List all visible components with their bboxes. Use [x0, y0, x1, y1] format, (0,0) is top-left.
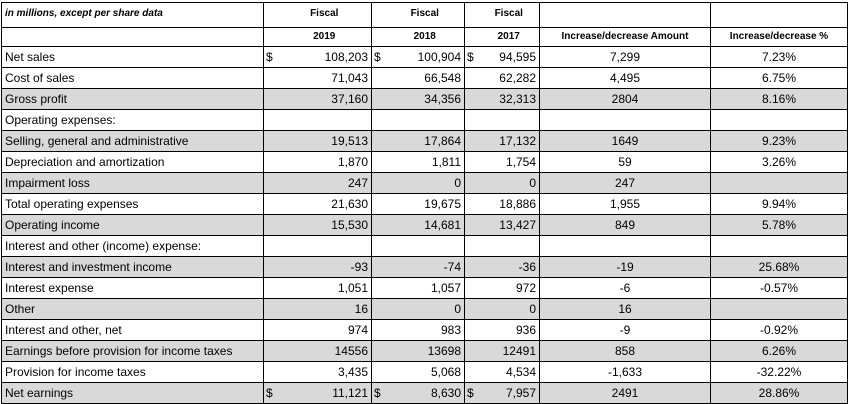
dollar-sign-2019: [264, 131, 278, 152]
dollar-sign-2018: [372, 173, 386, 194]
value-2019: 15,530: [278, 215, 372, 236]
dollar-sign-2018: [372, 152, 386, 173]
dollar-sign-2017: [465, 341, 479, 362]
change-amount: [540, 110, 711, 131]
dollar-sign-2018: [372, 278, 386, 299]
dollar-sign-2019: [264, 320, 278, 341]
dollar-sign-2017: [465, 362, 479, 383]
row-label: Cost of sales: [2, 68, 264, 89]
value-2018: 0: [386, 173, 465, 194]
dollar-sign-2019: $: [264, 47, 278, 68]
year-2019: 2019: [278, 28, 372, 47]
fiscal-label-2018: Fiscal: [386, 3, 465, 28]
dollar-sign-2018: [372, 257, 386, 278]
change-amount: 4,495: [540, 68, 711, 89]
value-2019: 14556: [278, 341, 372, 362]
value-2019: 21,630: [278, 194, 372, 215]
value-2018: 19,675: [386, 194, 465, 215]
dollar-sign-2017: [465, 152, 479, 173]
dollar-sign-2019: $: [264, 383, 278, 404]
change-pct: 7.23%: [711, 47, 848, 68]
change-amount: -9: [540, 320, 711, 341]
table-row: [2, 320, 848, 341]
table-row: [2, 89, 848, 110]
row-label: Earnings before provision for income taxes: [2, 341, 264, 362]
dollar-sign-2017: [465, 299, 479, 320]
value-2018: 100,904: [386, 47, 465, 68]
table-row: [2, 278, 848, 299]
dollar-sign-2018: $: [372, 383, 386, 404]
value-2017: 1,754: [479, 152, 540, 173]
dollar-sign-2019: [264, 68, 278, 89]
dollar-sign-2018: [372, 110, 386, 131]
change-pct: 9.23%: [711, 131, 848, 152]
table-row: [2, 131, 848, 152]
dollar-sign-2017: [465, 236, 479, 257]
row-label: Depreciation and amortization: [2, 152, 264, 173]
fiscal-label-2017: Fiscal: [479, 3, 540, 28]
value-2019: [278, 110, 372, 131]
value-2018: 1,057: [386, 278, 465, 299]
change-pct: [711, 110, 848, 131]
table-row: [2, 110, 848, 131]
value-2018: 983: [386, 320, 465, 341]
table-row: [2, 47, 848, 68]
change-amount: 59: [540, 152, 711, 173]
value-2019: 108,203: [278, 47, 372, 68]
dollar-sign-2017: [465, 89, 479, 110]
table-row: [2, 257, 848, 278]
year-2017: 2017: [479, 28, 540, 47]
value-2017: 18,886: [479, 194, 540, 215]
value-2017: 13,427: [479, 215, 540, 236]
value-2017: 4,534: [479, 362, 540, 383]
value-2017: 62,282: [479, 68, 540, 89]
value-2018: 34,356: [386, 89, 465, 110]
row-label: Interest expense: [2, 278, 264, 299]
dollar-sign-2018: [372, 131, 386, 152]
dollar-sign-2018: [372, 68, 386, 89]
row-label: Operating income: [2, 215, 264, 236]
value-2019: 37,160: [278, 89, 372, 110]
value-2017: [479, 110, 540, 131]
dollar-sign-2018: [372, 299, 386, 320]
change-amount-header: Increase/decrease Amount: [540, 28, 711, 47]
change-pct: 6.26%: [711, 341, 848, 362]
year-2018: 2018: [386, 28, 465, 47]
dollar-sign-2017: $: [465, 383, 479, 404]
value-2018: -74: [386, 257, 465, 278]
row-label: Interest and investment income: [2, 257, 264, 278]
table-row: [2, 236, 848, 257]
row-label: Selling, general and administrative: [2, 131, 264, 152]
change-pct: [711, 299, 848, 320]
value-2019: 247: [278, 173, 372, 194]
change-amount: 1,955: [540, 194, 711, 215]
dollar-sign-2018: [372, 89, 386, 110]
value-2019: 19,513: [278, 131, 372, 152]
change-pct: 28.86%: [711, 383, 848, 404]
header-row-fiscal: [2, 3, 848, 28]
value-2018: 0: [386, 299, 465, 320]
value-2018: 1,811: [386, 152, 465, 173]
row-label: Operating expenses:: [2, 110, 264, 131]
dollar-sign-2018: [372, 194, 386, 215]
row-label: Other: [2, 299, 264, 320]
change-pct: 6.75%: [711, 68, 848, 89]
change-pct-header: Increase/decrease %: [711, 28, 848, 47]
table-row: [2, 215, 848, 236]
value-2019: 1,870: [278, 152, 372, 173]
change-pct: 9.94%: [711, 194, 848, 215]
row-label: Total operating expenses: [2, 194, 264, 215]
change-amount: -19: [540, 257, 711, 278]
change-amount: [540, 236, 711, 257]
table-row: [2, 68, 848, 89]
row-label: Gross profit: [2, 89, 264, 110]
dollar-sign-2017: $: [465, 47, 479, 68]
table-row: [2, 383, 848, 404]
change-pct: 3.26%: [711, 152, 848, 173]
table-row: [2, 194, 848, 215]
table-row: [2, 341, 848, 362]
value-2017: 7,957: [479, 383, 540, 404]
fiscal-label-2019: Fiscal: [278, 3, 372, 28]
dollar-sign-2019: [264, 173, 278, 194]
value-2017: 12491: [479, 341, 540, 362]
dollar-sign-2017: [465, 110, 479, 131]
dollar-sign-2019: [264, 152, 278, 173]
dollar-sign-2019: [264, 362, 278, 383]
dollar-sign-2017: [465, 173, 479, 194]
value-2018: 5,068: [386, 362, 465, 383]
change-pct: 8.16%: [711, 89, 848, 110]
value-2019: 71,043: [278, 68, 372, 89]
value-2019: 1,051: [278, 278, 372, 299]
value-2017: 17,132: [479, 131, 540, 152]
dollar-sign-2017: [465, 68, 479, 89]
dollar-sign-2019: [264, 278, 278, 299]
dollar-sign-2019: [264, 257, 278, 278]
dollar-sign-2019: [264, 236, 278, 257]
change-amount: 1649: [540, 131, 711, 152]
change-pct: -0.92%: [711, 320, 848, 341]
dollar-sign-2019: [264, 89, 278, 110]
change-amount: -1,633: [540, 362, 711, 383]
change-pct: [711, 236, 848, 257]
value-2017: 0: [479, 173, 540, 194]
dollar-sign-2018: [372, 215, 386, 236]
table-row: [2, 173, 848, 194]
value-2017: 32,313: [479, 89, 540, 110]
change-amount: 7,299: [540, 47, 711, 68]
value-2017: 94,595: [479, 47, 540, 68]
header-row-years: [2, 28, 848, 47]
dollar-sign-2018: [372, 320, 386, 341]
dollar-sign-2017: [465, 320, 479, 341]
dollar-sign-2018: [372, 341, 386, 362]
dollar-sign-2019: [264, 299, 278, 320]
value-2017: -36: [479, 257, 540, 278]
value-2018: [386, 236, 465, 257]
value-2018: 13698: [386, 341, 465, 362]
dollar-sign-2019: [264, 110, 278, 131]
dollar-sign-2017: [465, 131, 479, 152]
change-pct: 25.68%: [711, 257, 848, 278]
change-amount: 247: [540, 173, 711, 194]
change-amount: 849: [540, 215, 711, 236]
change-amount: 2804: [540, 89, 711, 110]
dollar-sign-2019: [264, 215, 278, 236]
row-label: Net sales: [2, 47, 264, 68]
table-title: in millions, except per share data: [2, 3, 264, 28]
financial-table: [1, 2, 848, 404]
value-2018: [386, 110, 465, 131]
value-2018: 17,864: [386, 131, 465, 152]
value-2018: 66,548: [386, 68, 465, 89]
change-amount: 858: [540, 341, 711, 362]
value-2019: 16: [278, 299, 372, 320]
dollar-sign-2017: [465, 278, 479, 299]
value-2018: 14,681: [386, 215, 465, 236]
value-2019: [278, 236, 372, 257]
change-amount: 2491: [540, 383, 711, 404]
change-pct: [711, 173, 848, 194]
value-2017: 972: [479, 278, 540, 299]
change-pct: -0.57%: [711, 278, 848, 299]
row-label: Interest and other (income) expense:: [2, 236, 264, 257]
value-2017: [479, 236, 540, 257]
dollar-sign-2017: [465, 215, 479, 236]
change-pct: 5.78%: [711, 215, 848, 236]
table-row: [2, 362, 848, 383]
dollar-sign-2018: $: [372, 47, 386, 68]
table-row: [2, 152, 848, 173]
change-pct: -32.22%: [711, 362, 848, 383]
value-2019: 974: [278, 320, 372, 341]
row-label: Interest and other, net: [2, 320, 264, 341]
dollar-sign-2018: [372, 362, 386, 383]
change-amount: 16: [540, 299, 711, 320]
dollar-sign-2017: [465, 257, 479, 278]
value-2017: 0: [479, 299, 540, 320]
value-2017: 936: [479, 320, 540, 341]
row-label: Provision for income taxes: [2, 362, 264, 383]
value-2019: 3,435: [278, 362, 372, 383]
row-label: Impairment loss: [2, 173, 264, 194]
dollar-sign-2018: [372, 236, 386, 257]
table-row: [2, 299, 848, 320]
value-2018: 8,630: [386, 383, 465, 404]
value-2019: -93: [278, 257, 372, 278]
value-2019: 11,121: [278, 383, 372, 404]
dollar-sign-2019: [264, 341, 278, 362]
row-label: Net earnings: [2, 383, 264, 404]
dollar-sign-2017: [465, 194, 479, 215]
change-amount: -6: [540, 278, 711, 299]
dollar-sign-2019: [264, 194, 278, 215]
